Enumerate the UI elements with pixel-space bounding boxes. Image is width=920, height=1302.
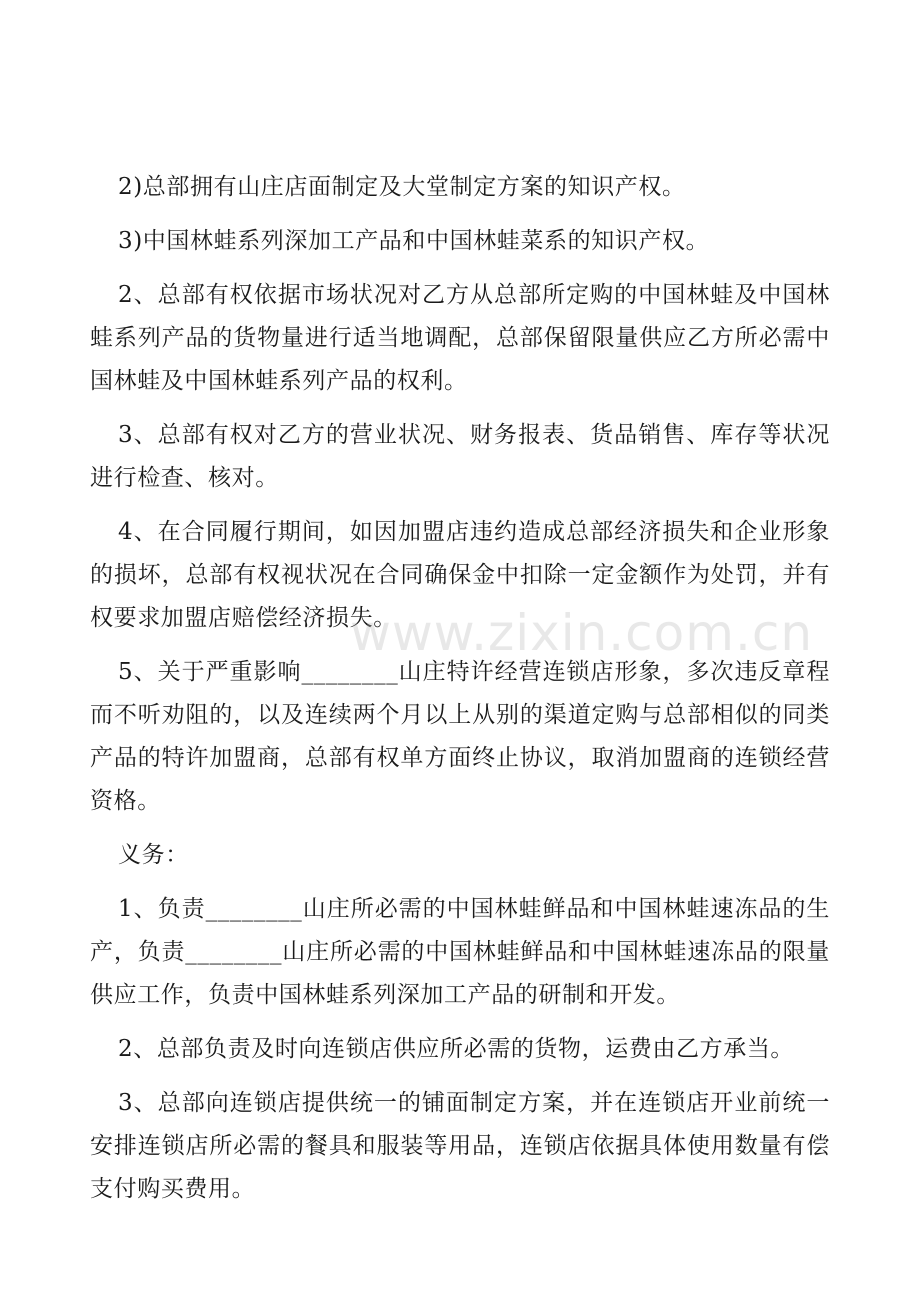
paragraph-right-termination: 5、关于严重影响________山庄特许经营连锁店形象，多次违反章程而不听劝阻的，以及连续两个月以上从别的渠道定购与总部相似的同类产品的特许加盟商，总部有权单方面终止协议，取消加盟商的连锁经营资格。 [90, 659, 830, 814]
paragraph-obligation-production: 1、负责________山庄所必需的中国林蛙鲜品和中国林蛙速冻品的生产，负责________山庄所必需的中国林蛙鲜品和中国林蛙速冻品的限量供应工作，负责中国林蛙系列深加工产品的研制和开发。 [90, 896, 830, 1008]
paragraph-obligation-storefront-plan: 3、总部向连锁店提供统一的铺面制定方案，并在连锁店开业前统一安排连锁店所必需的餐具和服装等用品，连锁店依据具体使用数量有偿支付购买费用。 [90, 1090, 830, 1202]
section-heading-obligations: 义务： [118, 842, 189, 868]
paragraph-obligation-supply: 2、总部负责及时向连锁店供应所必需的货物，运费由乙方承当。 [118, 1036, 795, 1062]
watermark: www.zixin.com.cn [350, 604, 814, 662]
document-body [90, 166, 830, 1222]
paragraph-right-inspection: 3、总部有权对乙方的营业状况、财务报表、货品销售、库存等状况进行检查、核对。 [90, 422, 830, 491]
paragraph-right-penalty: 4、在合同履行期间，如因加盟店违约造成总部经济损失和企业形象的损坏，总部有权视状况在合同确保金中扣除一定金额作为处罚，并有权要求加盟店赔偿经济损失。 [90, 519, 830, 631]
paragraph-ip-products: 3)中国林蛙系列深加工产品和中国林蛙菜系的知识产权。 [118, 228, 710, 254]
paragraph-ip-storefront: 2)总部拥有山庄店面制定及大堂制定方案的知识产权。 [118, 174, 686, 200]
paragraph-right-allocation: 2、总部有权依据市场状况对乙方从总部所定购的中国林蛙及中国林蛙系列产品的货物量进行适当地调配，总部保留限量供应乙方所必需中国林蛙及中国林蛙系列产品的权利。 [90, 282, 830, 394]
